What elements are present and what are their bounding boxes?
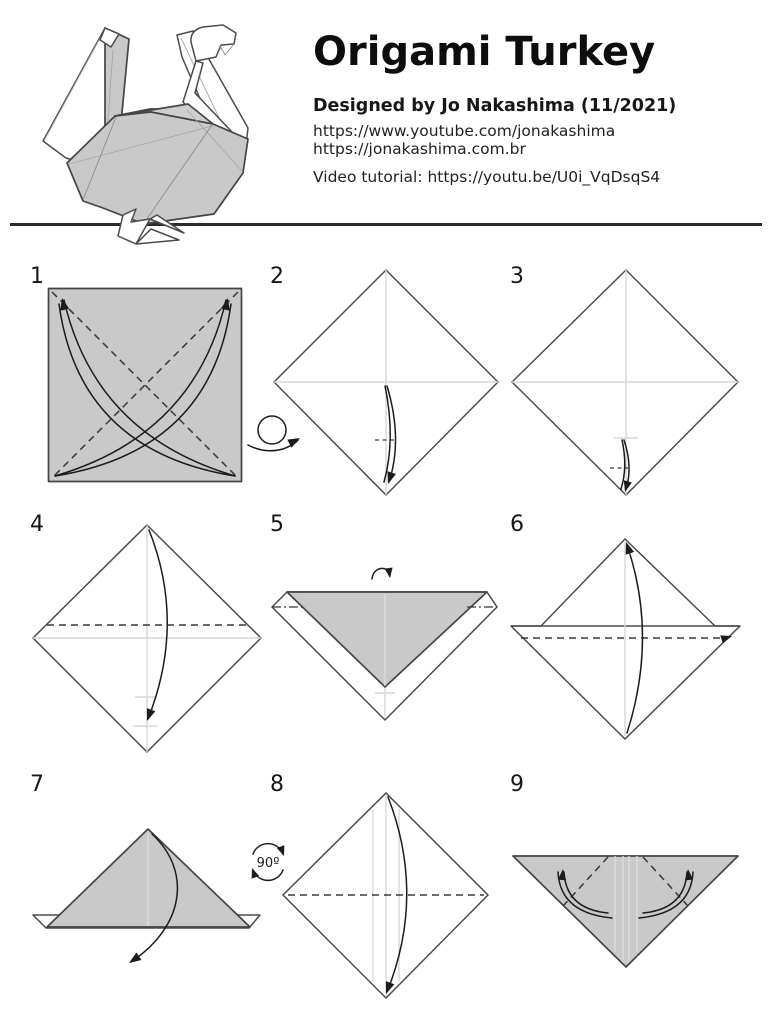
step-2-diagram: [270, 264, 500, 499]
step-7-diagram: [28, 790, 278, 975]
step-8-number: 8: [270, 772, 284, 797]
step-3-number: 3: [510, 264, 524, 289]
page-title: Origami Turkey: [313, 29, 656, 75]
step-6-diagram: [508, 528, 744, 743]
designer-credit: Designed by Jo Nakashima (11/2021): [313, 96, 677, 116]
step-9-number: 9: [510, 772, 524, 797]
step-4-number: 4: [30, 512, 44, 537]
arrowhead: [385, 568, 394, 579]
step-8-diagram: [270, 785, 506, 1003]
youtube-link: https://www.youtube.com/jonakashima: [313, 122, 616, 140]
step-5-number: 5: [270, 512, 284, 537]
paper-triangle: [513, 856, 738, 967]
turkey-illustration: [20, 5, 282, 246]
step-3-diagram: [510, 264, 740, 499]
arrowhead: [126, 953, 141, 967]
step-7-number: 7: [30, 772, 44, 797]
step-1-diagram: [47, 287, 243, 483]
step-5-diagram: [270, 560, 500, 725]
step-2-number: 2: [270, 264, 284, 289]
turkey-head: [191, 25, 236, 61]
step-4-diagram: [28, 517, 264, 755]
turkey-model: [43, 25, 248, 244]
rotate-angle-label: 90º: [256, 856, 280, 871]
step-1-number: 1: [30, 264, 44, 289]
website-link: https://jonakashima.com.br: [313, 140, 526, 158]
step-6-number: 6: [510, 512, 524, 537]
paper-square: [49, 289, 242, 482]
step-9-diagram: [508, 845, 758, 975]
video-tutorial-link: Video tutorial: https://youtu.be/U0i_VqDsqS4: [313, 168, 661, 186]
